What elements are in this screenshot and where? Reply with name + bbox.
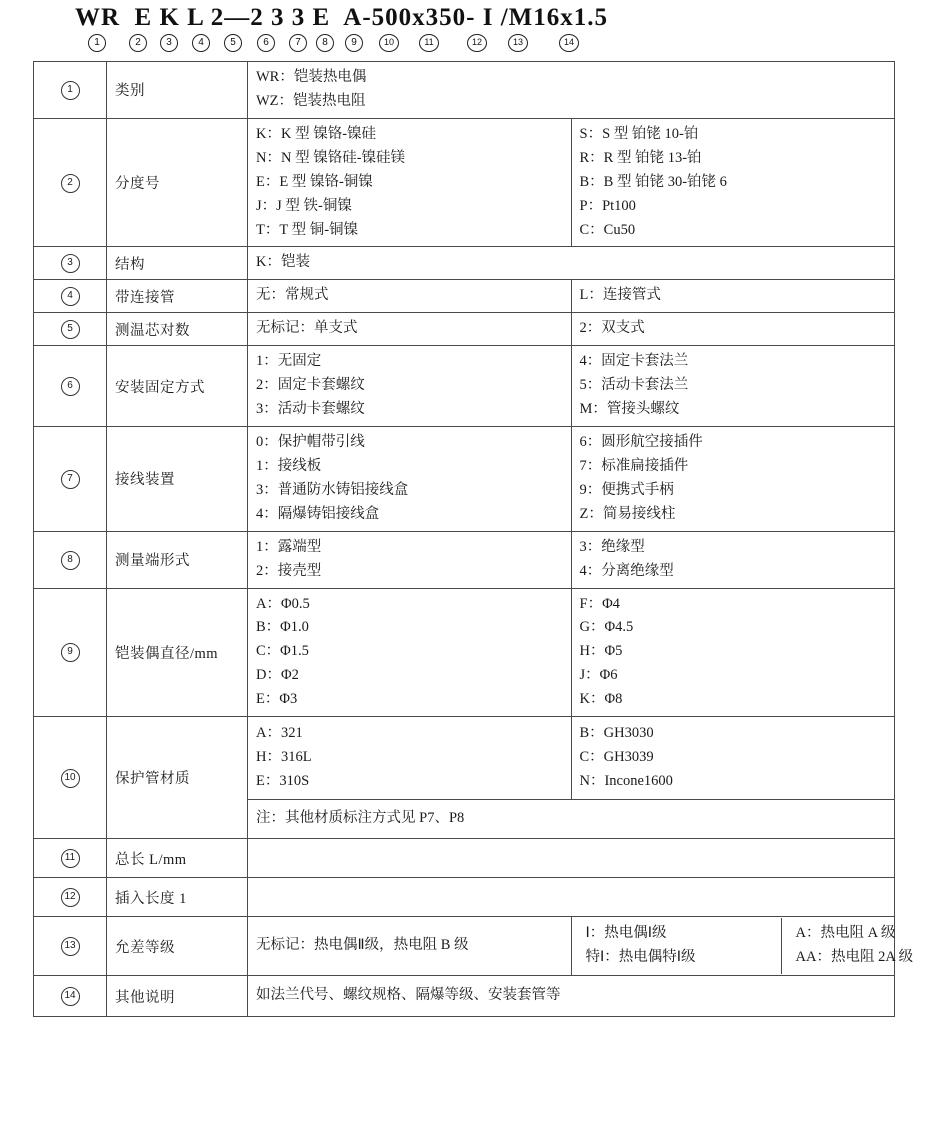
marker-1: 1 bbox=[88, 34, 106, 52]
table-row bbox=[34, 118, 895, 247]
model-code-markers bbox=[0, 34, 928, 56]
marker-4: 4 bbox=[192, 34, 210, 52]
table-row bbox=[34, 531, 895, 588]
row-value-left: 1：无固定 2：固定卡套螺纹 3：活动卡套螺纹 bbox=[248, 346, 572, 427]
row-value-left: 1：露端型 2：接壳型 bbox=[248, 531, 572, 588]
marker-9: 9 bbox=[345, 34, 363, 52]
row-value-mid: Ⅰ：热电偶Ⅰ级 特Ⅰ：热电偶特Ⅰ级 bbox=[585, 925, 696, 966]
marker-12: 12 bbox=[467, 34, 487, 52]
marker-7: 7 bbox=[289, 34, 307, 52]
row-label: 测温芯对数 bbox=[107, 313, 248, 346]
material-note: 注：其他材质标注方式见 P7、P8 bbox=[248, 800, 895, 839]
marker-13: 13 bbox=[508, 34, 528, 52]
model-code-string: WR E K L 2—2 3 3 E A-500x350- I /M16x1.5 bbox=[75, 4, 608, 31]
marker-3: 3 bbox=[160, 34, 178, 52]
row-index: 7 bbox=[34, 426, 107, 531]
row-value-left: 无标记：单支式 bbox=[248, 313, 572, 346]
row-label: 铠装偶直径/mm bbox=[107, 588, 248, 717]
row-value-mid-right bbox=[571, 917, 914, 976]
marker-11: 11 bbox=[419, 34, 439, 52]
row-value-left: K：K 型 镍铬-镍硅 N：N 型 镍铬硅-镍硅镁 E：E 型 镍铬-铜镍 J：J 型 铁-铜镍 T：T 型 铜-铜镍 bbox=[248, 118, 572, 247]
row-label: 接线装置 bbox=[107, 426, 248, 531]
table-row bbox=[34, 247, 895, 280]
row-value-left: 无：常规式 bbox=[248, 280, 572, 313]
row-index: 4 bbox=[34, 280, 107, 313]
marker-2: 2 bbox=[129, 34, 147, 52]
row-value-right: L：连接管式 bbox=[571, 280, 895, 313]
table-row bbox=[34, 62, 895, 119]
table-row bbox=[34, 878, 895, 917]
marker-6: 6 bbox=[257, 34, 275, 52]
row-value bbox=[248, 878, 895, 917]
row-value-left: 无标记：热电偶Ⅱ级，热电阻 B 级 bbox=[248, 917, 572, 976]
marker-10: 10 bbox=[379, 34, 399, 52]
row-index: 5 bbox=[34, 313, 107, 346]
row-label: 安装固定方式 bbox=[107, 346, 248, 427]
row-value-right: B：GH3030 C：GH3039 N：Incone1600 bbox=[571, 717, 895, 800]
row-value-left: A：321 H：316L E：310S bbox=[248, 717, 572, 800]
table-row bbox=[34, 588, 895, 717]
table-row bbox=[34, 346, 895, 427]
row-value: K：铠装 bbox=[248, 247, 895, 280]
table-row bbox=[34, 426, 895, 531]
table-row bbox=[34, 313, 895, 346]
row-index: 10 bbox=[34, 717, 107, 839]
row-index: 1 bbox=[34, 62, 107, 119]
row-index: 13 bbox=[34, 917, 107, 976]
row-value-left: 0：保护帽带引线 1：接线板 3：普通防水铸铝接线盒 4：隔爆铸铝接线盒 bbox=[248, 426, 572, 531]
table-row bbox=[34, 717, 895, 800]
row-label: 保护管材质 bbox=[107, 717, 248, 839]
row-label: 分度号 bbox=[107, 118, 248, 247]
row-value-right: S：S 型 铂铑 10-铂 R：R 型 铂铑 13-铂 B：B 型 铂铑 30-铂铑 6 P：Pt100 C：Cu50 bbox=[571, 118, 895, 247]
marker-8: 8 bbox=[316, 34, 334, 52]
row-label: 总长 L/mm bbox=[107, 839, 248, 878]
row-value bbox=[248, 839, 895, 878]
row-value-right: 4：固定卡套法兰 5：活动卡套法兰 M：管接头螺纹 bbox=[571, 346, 895, 427]
row-label: 允差等级 bbox=[107, 917, 248, 976]
row-value-right: F：Φ4 G：Φ4.5 H：Φ5 J：Φ6 K：Φ8 bbox=[571, 588, 895, 717]
row-index: 6 bbox=[34, 346, 107, 427]
row-value-left: A：Φ0.5 B：Φ1.0 C：Φ1.5 D：Φ2 E：Φ3 bbox=[248, 588, 572, 717]
row-label: 类别 bbox=[107, 62, 248, 119]
marker-5: 5 bbox=[224, 34, 242, 52]
model-code-table bbox=[33, 61, 914, 1017]
row-label: 插入长度 1 bbox=[107, 878, 248, 917]
row-index: 14 bbox=[34, 976, 107, 1017]
row-value-right: 6：圆形航空接插件 7：标准扁接插件 9：便携式手柄 Z：简易接线柱 bbox=[571, 426, 895, 531]
row-value-right: A：热电阻 A 级 AA：热电阻 2A 级 bbox=[781, 918, 928, 974]
row-index: 8 bbox=[34, 531, 107, 588]
row-label: 测量端形式 bbox=[107, 531, 248, 588]
table-row bbox=[34, 839, 895, 878]
marker-14: 14 bbox=[559, 34, 579, 52]
row-label: 带连接管 bbox=[107, 280, 248, 313]
model-code-header bbox=[0, 4, 928, 54]
row-index: 2 bbox=[34, 118, 107, 247]
row-index: 9 bbox=[34, 588, 107, 717]
table-row bbox=[34, 976, 895, 1017]
row-label: 结构 bbox=[107, 247, 248, 280]
row-index: 11 bbox=[34, 839, 107, 878]
row-index: 12 bbox=[34, 878, 107, 917]
row-value-right: 2：双支式 bbox=[571, 313, 895, 346]
table-row bbox=[34, 917, 895, 976]
row-label: 其他说明 bbox=[107, 976, 248, 1017]
table-row bbox=[34, 280, 895, 313]
row-value-right: 3：绝缘型 4：分离绝缘型 bbox=[571, 531, 895, 588]
row-value: 如法兰代号、螺纹规格、隔爆等级、安装套管等 bbox=[248, 976, 895, 1017]
row-value: WR：铠装热电偶 WZ：铠装热电阻 bbox=[248, 62, 895, 119]
row-index: 3 bbox=[34, 247, 107, 280]
